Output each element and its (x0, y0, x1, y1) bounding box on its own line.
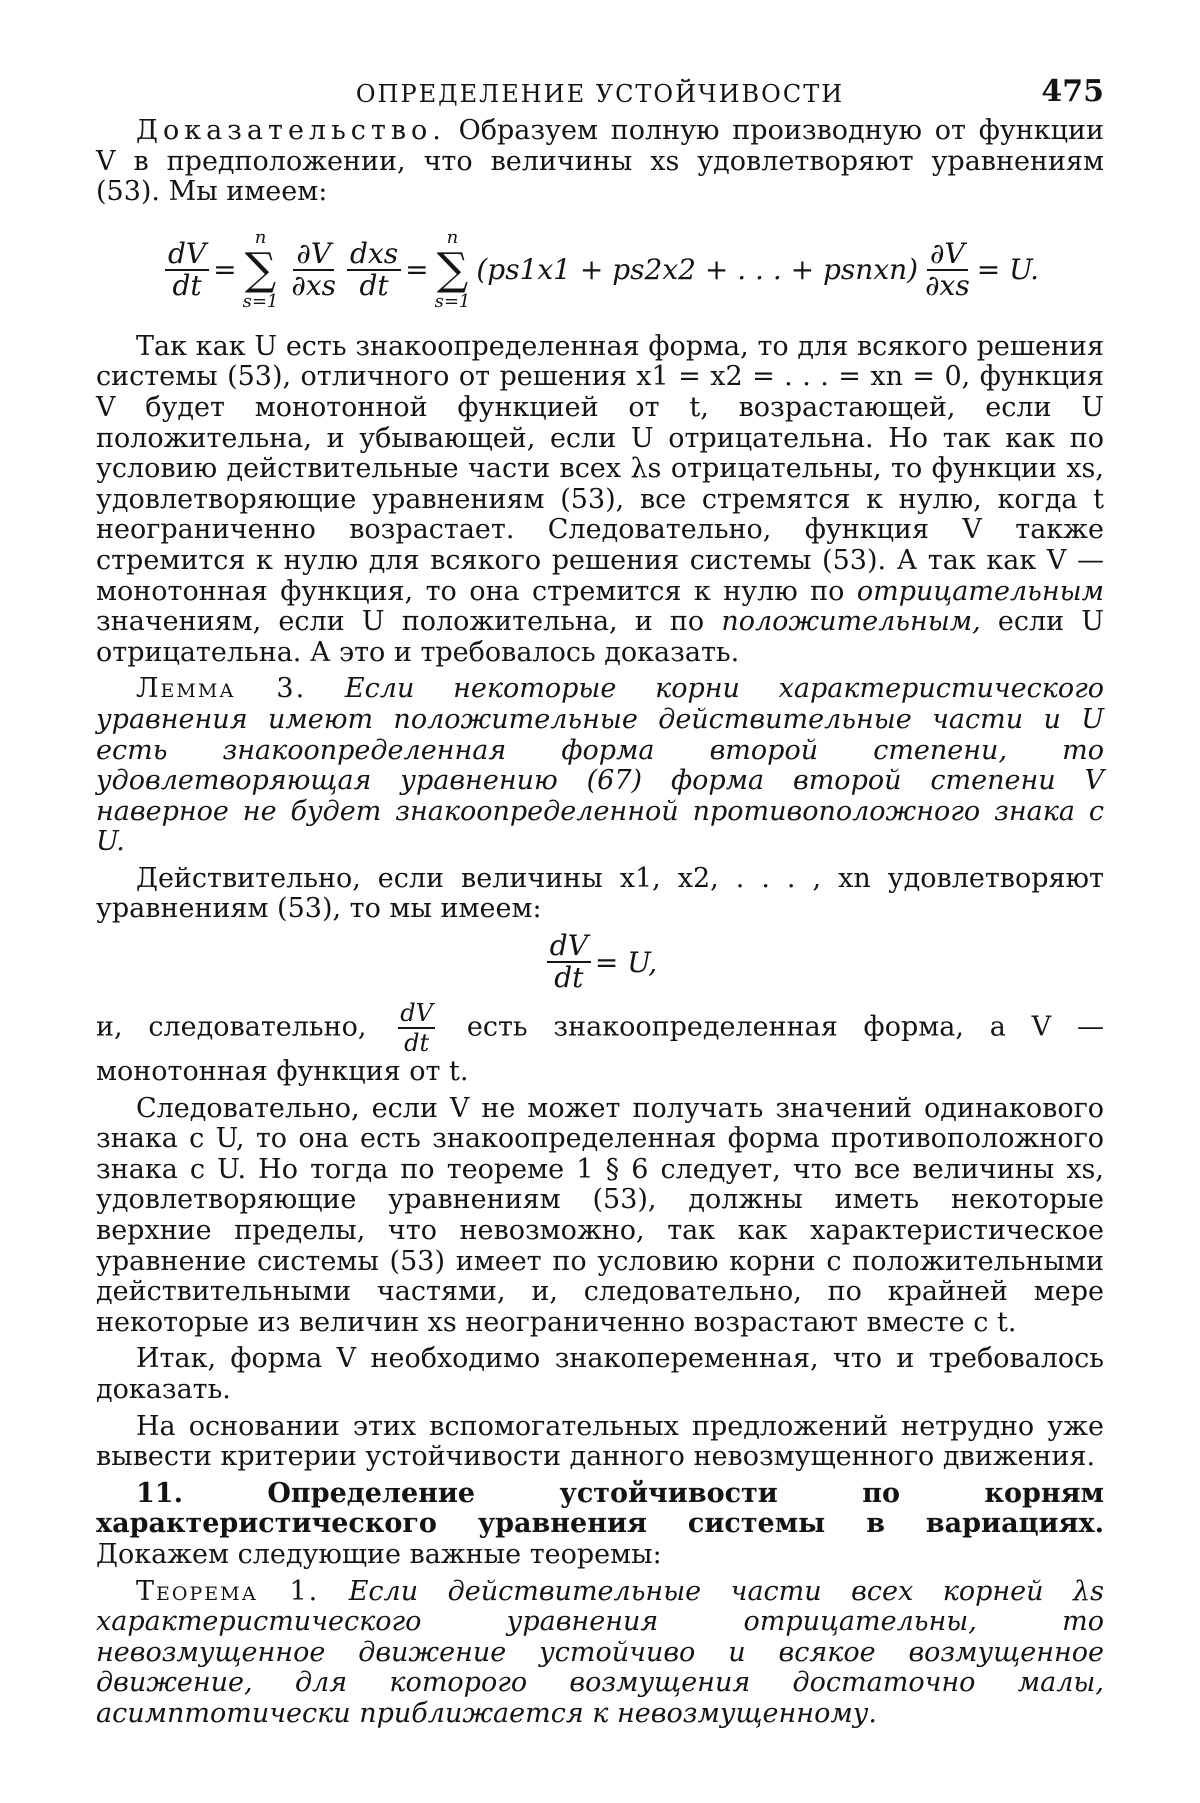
paragraph-4: Следовательно, если V не может получать значений одинакового знака с U, то она есть знакоопределенная форма противоположного знака с U. Но тогда по теореме 1 § 6 следует, что все величины xs, удовлетворяющие уравнениям (53), должны иметь некоторые верхние пределы, что невозможно, так как характеристическое уравнение системы (53) имеет по условию корни с положительными действительными частями, и, следовательно, по крайней мере некоторые из величин xs неограниченно возрастают вместе с t. (96, 1092, 1104, 1338)
page-header (96, 60, 1104, 116)
paragraph-1: Так как U есть знакоопределенная форма, то для всякого решения системы (53), отличного от решения x1 = x2 = . . . = xn = 0, функция V будет монотонной функцией от t, возрастающей, если U положительна, и убывающей, если U отрицательна. Но так как по условию действительные части всех λs отрицательны, то функции xs, удовлетворяющие уравнениям (53), все стремятся к нулю, когда t неограниченно возрастает. Следовательно, функция V также стремится к нулю для всякого решения системы (53). А так как V — монотонная функция, то она стремится к нулю по отрицательным значениям, если U положительна, и по положительным, если U отрицательна. А это и требовалось доказать. (96, 330, 1104, 668)
linear-combination: (ps1x1 + ps2x2 + . . . + psnxn) (476, 253, 919, 287)
paragraph-6: На основании этих вспомогательных предложений нетрудно уже вывести критерии устойчивости данного невозмущенного движения. (96, 1410, 1104, 1473)
theorem-1 (96, 1577, 1104, 1730)
lemma-3 (96, 674, 1104, 858)
partial-fraction-2: $\frac{\partial V}{\partial xs}$ (925, 236, 970, 302)
theorem-text: Если действительные части всех корней λs характеристического уравнения отрицательны, то невозмущенное движение устойчиво и всякое возмущенное движение, для которого возмущения достаточно малы, асимптотически приближается к невозмущенному. (96, 1575, 1104, 1729)
time-derivative-fraction: $\frac{\text{dxs}}{dt}$ (347, 239, 401, 301)
lemma-lead: Лемма 3. (136, 673, 307, 705)
sum-symbol-2: n ∑ s=1 (434, 226, 471, 312)
running-title: ОПРЕДЕЛЕНИЕ УСТОЙЧИВОСТИ (355, 80, 845, 108)
proof-paragraph (96, 116, 1104, 208)
inline-fraction: $\frac{dV}{dt}$ (400, 999, 433, 1058)
section-heading: 11. Определение устойчивости по корням характеристического уравнения системы в вариациях. (96, 1477, 1104, 1540)
section-text: Докажем следующие важные теоремы: (96, 1538, 662, 1570)
formula-dv-dt: $\frac{dV}{dt}$ = U, (96, 925, 1104, 999)
page-number: 475 (1041, 74, 1104, 109)
theorem-lead: Теорема 1. (136, 1575, 320, 1607)
section-11 (96, 1479, 1104, 1571)
derivative-formula: $\frac{dV}{dt}$ = n ∑ s=1 $\frac{\partial V}{\partial xs}$ $\frac{\text{dxs}}{dt}$ = n ∑ s=1 (ps1x1 + ps2x2 + . . . + psnxn) $\frac{\partial V}{\partial xs}$ = U. (96, 208, 1104, 332)
emph-positive: положительным, (721, 606, 981, 638)
formula-rhs: = U. (976, 253, 1040, 287)
proof-text: Образуем полную производную от функции V в предположении, что величины xs удовлетворяют уравнениям (53). Мы имеем: (96, 115, 1104, 208)
sum-symbol-1: n ∑ s=1 (242, 226, 279, 312)
emph-negative: отрицательным (856, 575, 1104, 607)
lhs-fraction: $\frac{dV}{dt}$ (165, 239, 209, 301)
proof-lead: Доказательство. (136, 115, 446, 146)
paragraph-5: Итак, форма V необходимо знакопеременная, что и требовалось доказать. (96, 1343, 1104, 1405)
lemma-text: Если некоторые корни характеристического уравнения имеют положительные действительные части и U есть знакоопределенная форма второй степени, то удовлетворяющая уравнению (67) форма второй степени V наверное не будет знакоопределенной противоположного знака с U. (96, 673, 1105, 858)
paragraph-3: и, следовательно, $\frac{dV}{dt}$ есть знакоопределенная форма, а V — монотонная функция от t. (96, 999, 1104, 1088)
paragraph-2: Действительно, если величины x1, x2, . . . , xn удовлетворяют уравнениям (53), то мы имеем: (96, 862, 1104, 925)
partial-fraction-1: $\frac{\partial V}{\partial xs}$ (291, 236, 337, 302)
book-page (96, 60, 1104, 1730)
